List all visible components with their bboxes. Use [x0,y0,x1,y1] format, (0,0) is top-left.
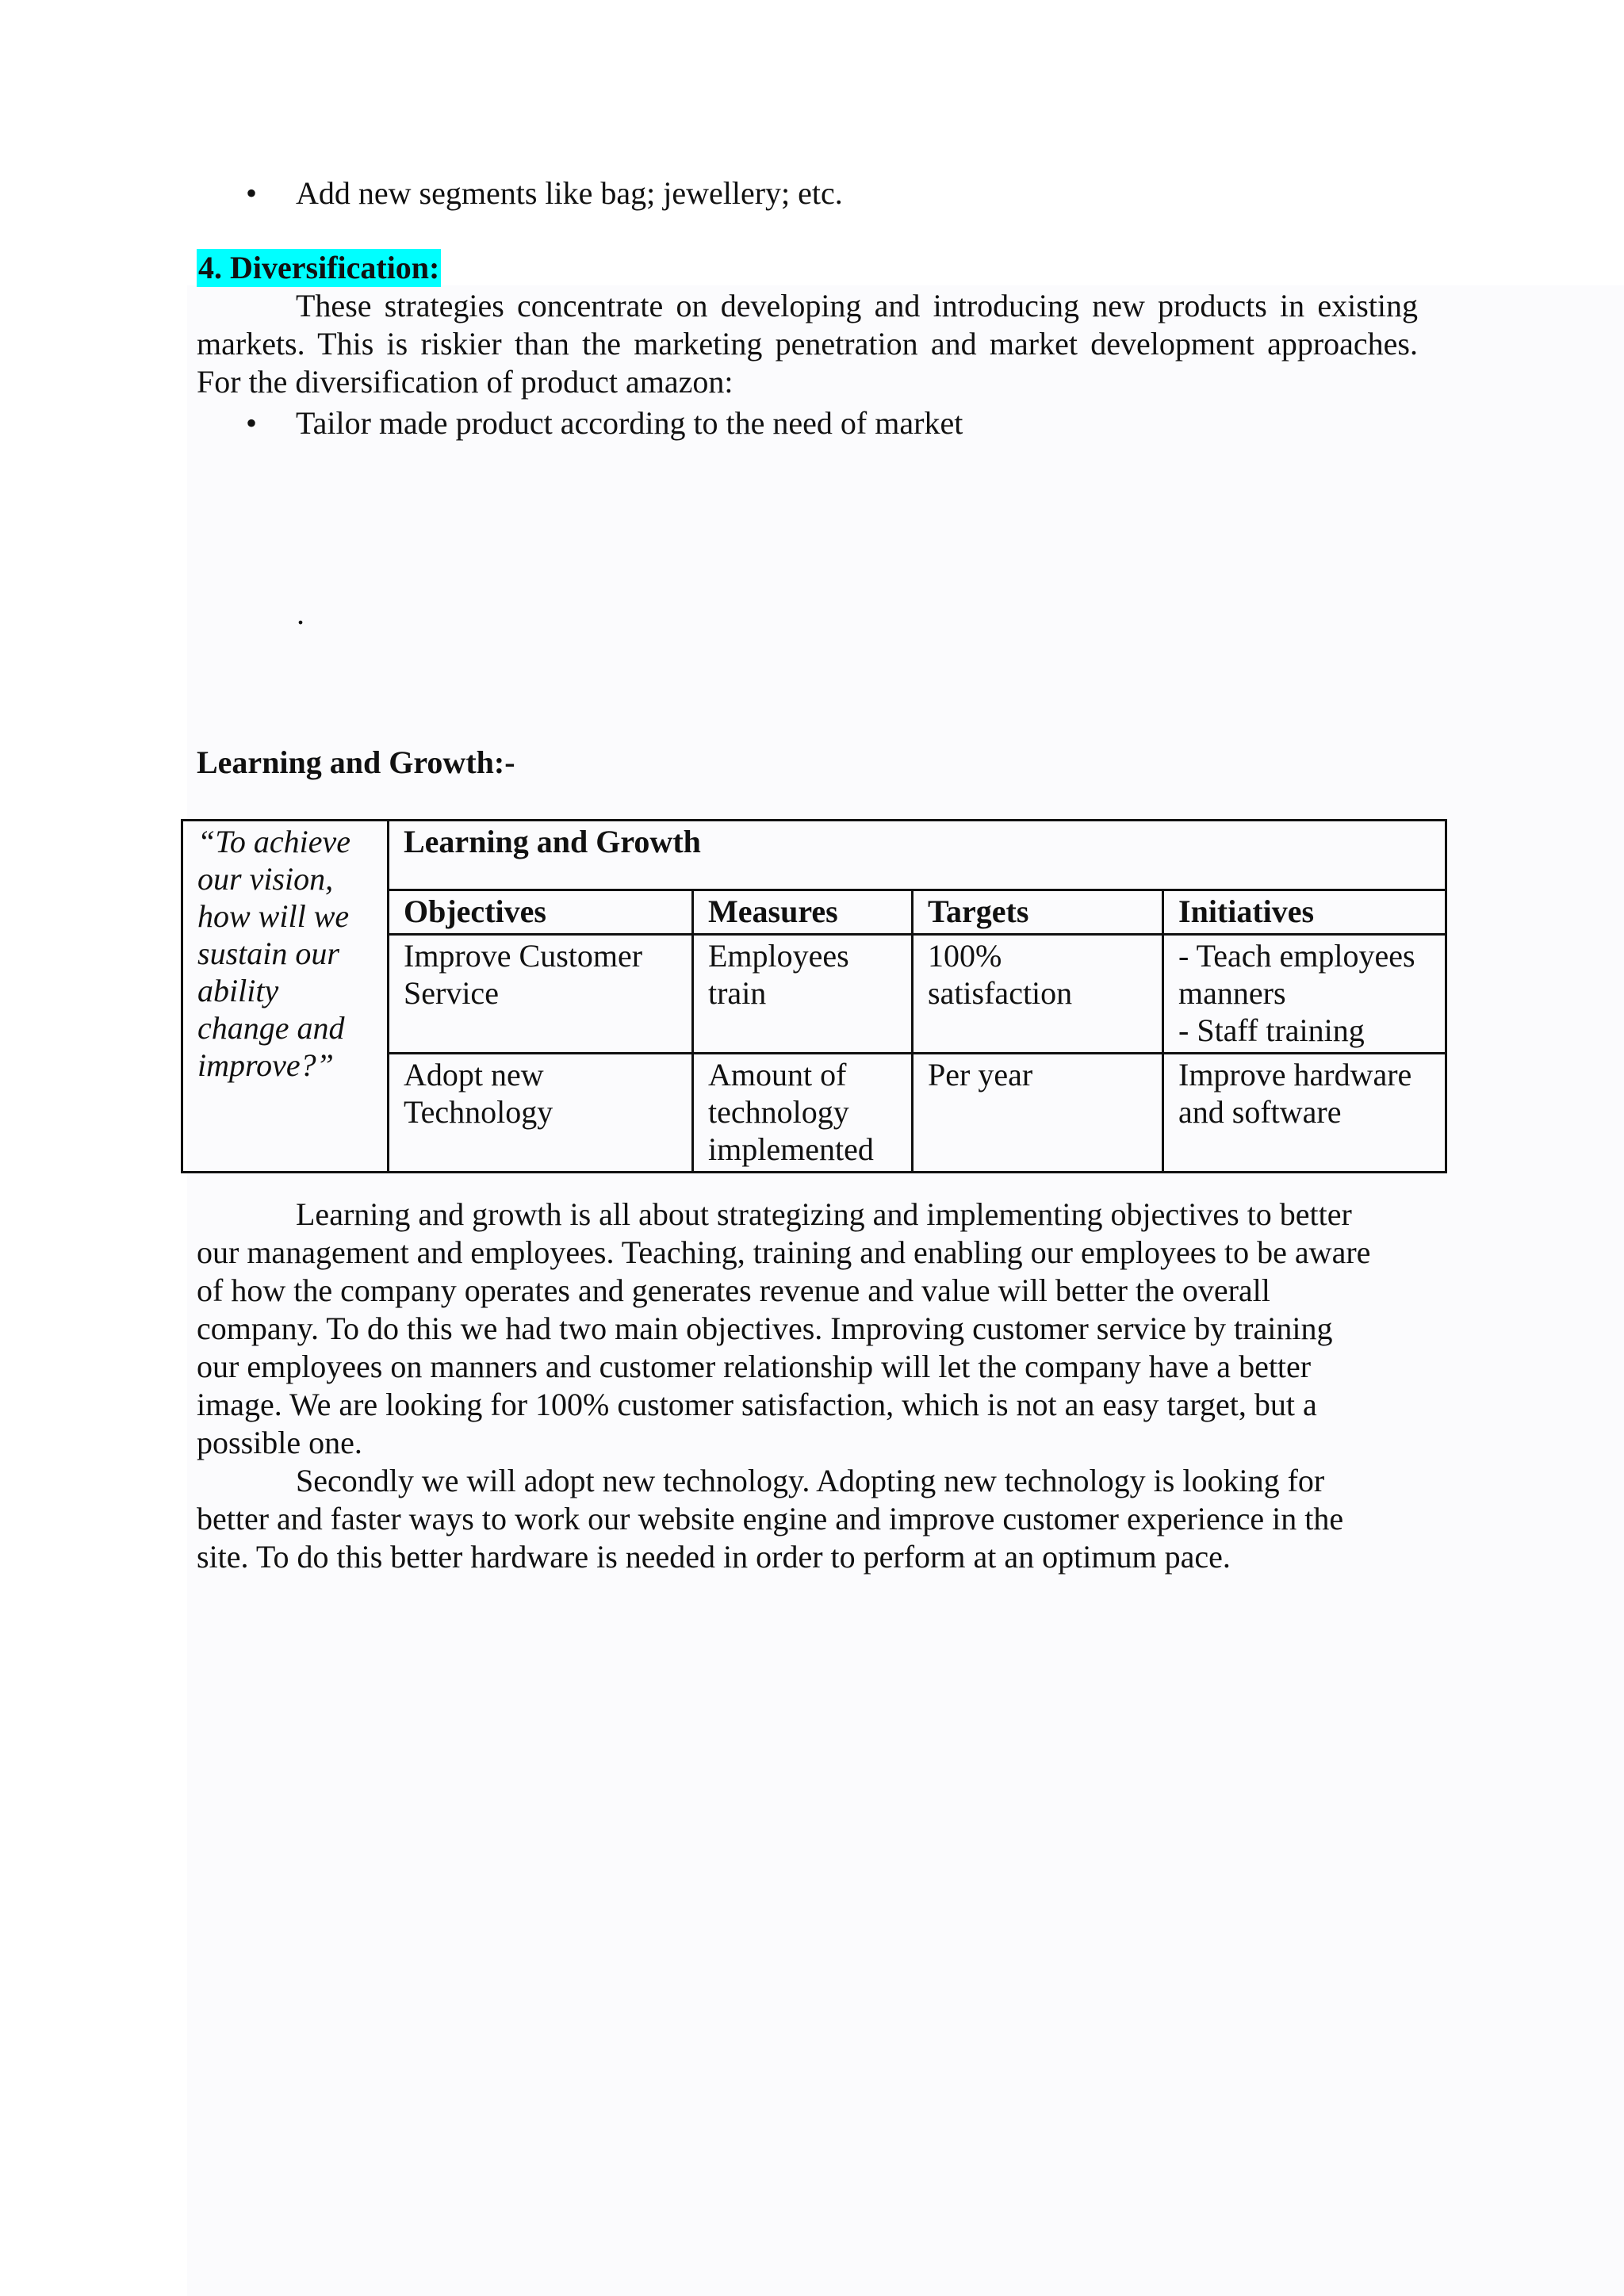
quote-line: our vision, [197,861,334,897]
cell-line: Adopt new [404,1057,544,1093]
cell-line: and software [1178,1094,1342,1130]
cell-line: Amount of [708,1057,847,1093]
quote-line: change and [197,1010,345,1046]
cell-line: - Teach employees [1178,938,1415,974]
stray-period: . [297,595,304,631]
diversification-paragraph [197,287,1418,401]
paragraph-line: our employees on manners and customer relationship will let the company have a better [197,1349,1312,1384]
vision-quote-cell [182,821,389,1173]
bullet-text: Tailor made product according to the need of market [296,405,963,441]
diversification-heading: 4. Diversification: [198,250,440,285]
learning-growth-heading: Learning and Growth:- [197,744,515,780]
cell-line: satisfaction [928,975,1073,1011]
cell-line: technology [708,1094,849,1130]
quote-line: ability [197,973,279,1008]
column-header-initiatives: Initiatives [1163,890,1446,935]
cell-line: train [708,975,767,1011]
column-header-objectives: Objectives [389,890,693,935]
paragraph-line: of how the company operates and generates revenue and value will better the overall [197,1272,1270,1308]
paragraph-line: Secondly we will adopt new technology. Adopting new technology is looking for [296,1463,1325,1498]
cell-line: - Staff training [1178,1012,1365,1048]
learning-growth-paragraph-2 [197,1462,1418,1576]
paragraph-line: For the diversification of product amazon: [197,364,733,400]
paragraph-line: better and faster ways to work our website engine and improve customer experience in the [197,1501,1344,1536]
target-cell [913,935,1163,1054]
quote-line: sustain our [197,936,339,971]
paragraph-line: our management and employees. Teaching, training and enabling our employees to be aware [197,1234,1371,1270]
initiative-cell [1163,935,1446,1054]
table-title-row [182,821,1446,890]
objective-cell [389,1054,693,1173]
bullet-text: Add new segments like bag; jewellery; etc. [296,175,843,211]
paragraph-line: company. To do this we had two main objectives. Improving customer service by training [197,1311,1333,1346]
bullet-dot-icon: • [246,405,258,441]
paragraph-line: possible one. [197,1425,362,1460]
target-cell [913,1054,1163,1173]
paragraph-line: Learning and growth is all about strategizing and implementing objectives to better [296,1196,1352,1232]
measure-cell [693,1054,913,1173]
column-header-targets: Targets [913,890,1163,935]
column-header-measures: Measures [693,890,913,935]
learning-growth-paragraph-1 [197,1196,1418,1462]
quote-line: how will we [197,898,350,934]
initiative-cell [1163,1054,1446,1173]
learning-growth-table [181,819,1447,1173]
cell-line: Technology [404,1094,553,1130]
quote-line: “To achieve [197,824,350,859]
paragraph-line: These strategies concentrate on developing and introducing new products in existing [296,288,1418,323]
paragraph-line: site. To do this better hardware is needed in order to perform at an optimum pace. [197,1539,1231,1575]
quote-line: improve?” [197,1047,334,1083]
bullet-dot-icon: • [246,175,258,211]
cell-line: Per year [928,1057,1033,1093]
cell-line: Service [404,975,499,1011]
cell-line: Improve hardware [1178,1057,1412,1093]
cell-line: 100% [928,938,1002,974]
paragraph-line: image. We are looking for 100% customer satisfaction, which is not an easy target, but a [197,1387,1317,1422]
measure-cell [693,935,913,1054]
cell-line: Improve Customer [404,938,643,974]
cell-line: implemented [708,1131,874,1167]
cell-line: manners [1178,975,1286,1011]
table-title-cell: Learning and Growth [389,821,1446,890]
objective-cell [389,935,693,1054]
paragraph-line: markets. This is riskier than the marketing penetration and market development approaches. [197,326,1418,362]
cell-line: Employees [708,938,849,974]
